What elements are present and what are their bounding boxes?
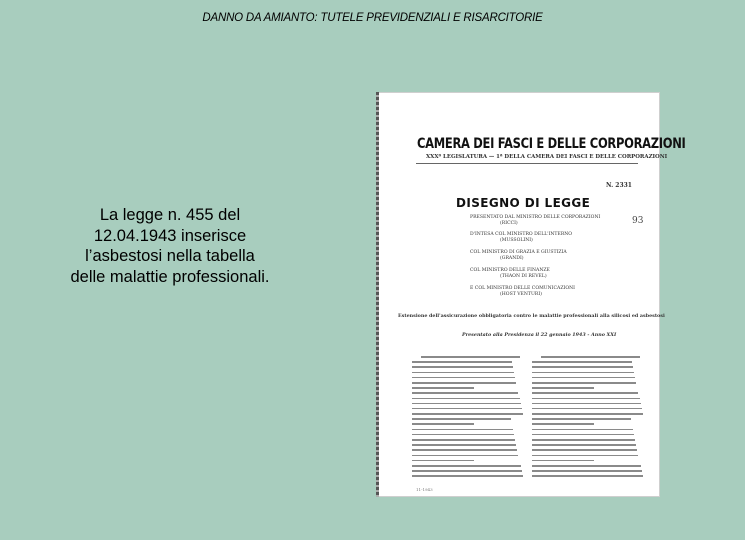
document-heading: CAMERA DEI FASCI E DELLE CORPORAZIONI <box>417 134 686 152</box>
presenter-block <box>470 286 615 297</box>
illegible-text-line <box>412 439 515 441</box>
body-line: 12.04.1943 inserisce <box>93 226 247 245</box>
illegible-text-line <box>532 455 638 457</box>
document-title: DISEGNO DI LEGGE <box>456 196 591 210</box>
illegible-text-line <box>532 377 635 379</box>
illegible-text-line <box>412 403 521 405</box>
presenter-line: E COL MINISTRO DELLE COMUNICAZIONI <box>470 286 575 291</box>
document-subheading: XXXª LEGISLATURA — 1ª DELLA CAMERA DEI FASCI E DELLE CORPORAZIONI <box>426 154 668 160</box>
scan-edge <box>376 92 379 497</box>
illegible-text-line <box>532 423 594 425</box>
illegible-text-line <box>532 444 636 446</box>
illegible-text-line <box>412 444 516 446</box>
illegible-text-line <box>412 418 511 420</box>
document-number: N. 2331 <box>606 182 632 189</box>
illegible-text-line <box>412 429 513 431</box>
illegible-text-line <box>421 356 520 358</box>
document-divider <box>416 163 638 164</box>
body-line: l’asbestosi nella tabella <box>85 247 255 265</box>
illegible-text-line <box>532 366 633 368</box>
illegible-text-line <box>412 470 522 472</box>
law-title: Estensione dell'assicurazione obbligatoria contro le malattie professionali alla silicosi ed asbestosi <box>398 313 665 319</box>
illegible-text-line <box>532 403 641 405</box>
illegible-text-line <box>532 398 640 400</box>
document-text-column-left <box>412 356 524 481</box>
scanned-document <box>376 92 686 497</box>
illegible-text-line <box>532 387 594 389</box>
presented-line: Presentato alla Presidenza il 22 gennaio 1943 - Anno XXI <box>462 332 617 338</box>
illegible-text-line <box>412 361 512 363</box>
presenter-line: PRESENTATO DAL MINISTRO DELLE CORPORAZIONI <box>470 215 601 220</box>
illegible-text-line <box>532 449 637 451</box>
illegible-text-line <box>412 382 516 384</box>
illegible-text-line <box>532 460 594 462</box>
presenter-block <box>470 215 615 226</box>
illegible-text-line <box>412 372 514 374</box>
illegible-text-line <box>532 392 638 394</box>
illegible-text-line <box>412 465 521 467</box>
illegible-text-line <box>412 423 474 425</box>
illegible-text-line <box>412 398 520 400</box>
presenter-line: (GRANDI) <box>500 255 524 261</box>
presenter-line: (RICCI) <box>500 220 518 226</box>
illegible-text-line <box>412 455 518 457</box>
illegible-text-line <box>412 434 514 436</box>
illegible-text-line <box>532 434 634 436</box>
presenter-block <box>470 232 615 243</box>
illegible-text-line <box>412 460 474 462</box>
illegible-text-line <box>532 408 642 410</box>
illegible-text-line <box>412 408 522 410</box>
slide-title: DANNO DA AMIANTO: TUTELE PREVIDENZIALI E RISARCITORIE <box>202 12 543 24</box>
presenter-line: D'INTESA COL MINISTRO DELL'INTERNO <box>470 232 573 237</box>
document-text-column-right <box>532 356 644 481</box>
document-side-number: 93 <box>632 216 644 226</box>
presenter-block <box>470 250 615 261</box>
illegible-text-line <box>532 418 631 420</box>
illegible-text-line <box>412 475 523 477</box>
illegible-text-line <box>532 475 643 477</box>
presenter-block <box>470 268 615 279</box>
illegible-text-line <box>532 439 635 441</box>
illegible-text-line <box>532 382 636 384</box>
illegible-text-line <box>412 377 515 379</box>
illegible-text-line <box>532 470 642 472</box>
illegible-text-line <box>412 392 518 394</box>
illegible-text-line <box>532 413 643 415</box>
illegible-text-line <box>532 361 632 363</box>
presenter-line: (HOST VENTURI) <box>500 291 542 297</box>
illegible-text-line <box>532 429 633 431</box>
illegible-text-line <box>412 449 517 451</box>
illegible-text-line <box>541 356 640 358</box>
presenter-line: (MUSSOLINI) <box>500 237 533 243</box>
illegible-text-line <box>532 465 641 467</box>
body-text <box>50 205 290 287</box>
body-line: La legge n. 455 del <box>99 206 241 224</box>
document-footer-mark: 11-1943 <box>416 487 433 492</box>
presenter-line: COL MINISTRO DELLE FINANZE <box>470 268 550 273</box>
illegible-text-line <box>412 413 523 415</box>
illegible-text-line <box>532 372 634 374</box>
presenter-line: (THAON DI REVEL) <box>500 273 547 279</box>
presenter-line: COL MINISTRO DI GRAZIA E GIUSTIZIA <box>470 250 567 255</box>
illegible-text-line <box>412 387 474 389</box>
body-line: delle malattie professionali. <box>70 267 270 286</box>
illegible-text-line <box>412 366 513 368</box>
